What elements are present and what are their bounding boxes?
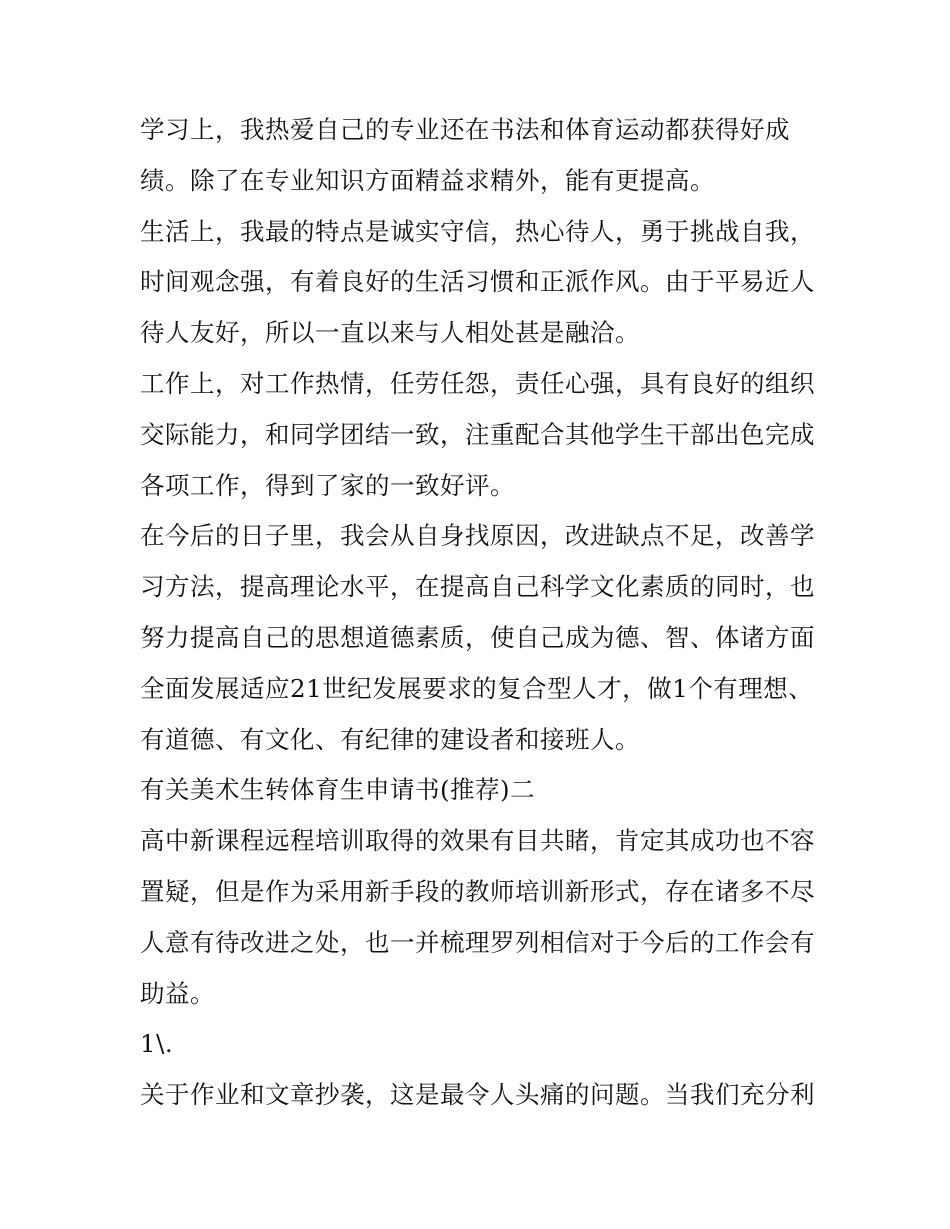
list-number: 1\. [140, 1029, 174, 1059]
paragraph-study: 学习上，我热爱自己的专业还在书法和体育运动都获得好成绩。除了在专业知识方面精益求精外，能有更提高。 [140, 115, 790, 195]
document-body [140, 105, 820, 1121]
paragraph-future: 在今后的日子里，我会从自身找原因，改进缺点不足，改善学习方法，提高理论水平，在提高自己科学文化素质的同时，也努力提高自己的思想道德素质，使自己成为德、智、体诸方面全面发展适应21世纪发展要求的复合型人才，做1个有理想、有道德、有文化、有纪律的建设者和接班人。 [140, 521, 815, 754]
paragraph-plagiarism: 关于作业和文章抄袭，这是最令人头痛的问题。当我们充分利 [140, 1080, 815, 1110]
paragraph-training: 高中新课程远程培训取得的效果有目共睹，肯定其成功也不容置疑，但是作为采用新手段的教师培训新形式，存在诸多不尽人意有待改进之处，也一并梳理罗列相信对于今后的工作会有助益。 [140, 826, 815, 1008]
paragraph-work: 工作上，对工作热情，任劳任怨，责任心强，具有良好的组织交际能力，和同学团结一致，注重配合其他学生干部出色完成各项工作，得到了家的一致好评。 [140, 368, 815, 500]
section-heading: 有关美术生转体育生申请书(推荐)二 [140, 775, 536, 805]
paragraph-life: 生活上，我最的特点是诚实守信，热心待人，勇于挑战自我，时间观念强，有着良好的生活习惯和正派作风。由于平易近人待人友好，所以一直以来与人相处甚是融洽。 [140, 216, 815, 348]
